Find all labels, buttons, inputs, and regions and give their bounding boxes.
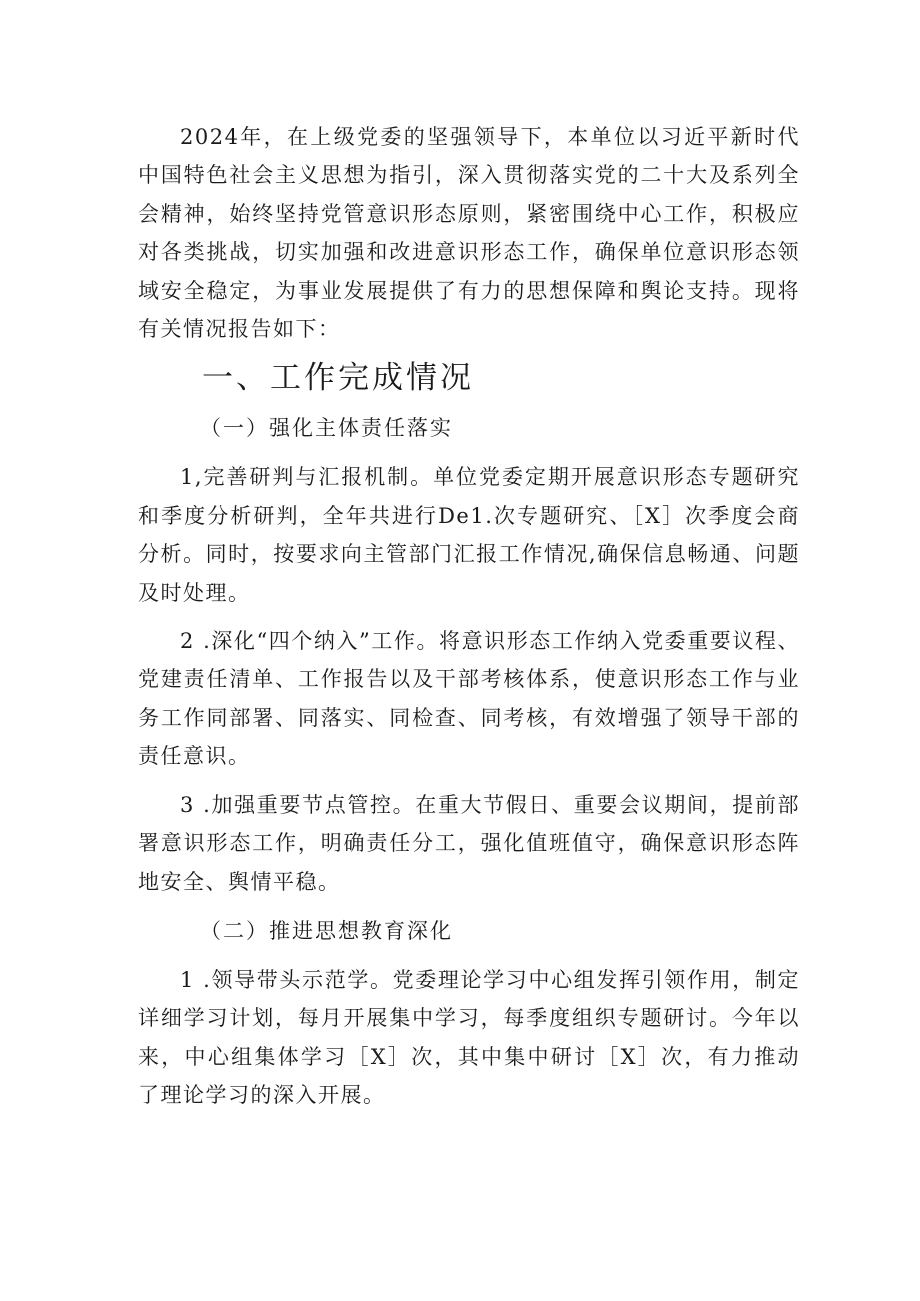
- list-item-key-node-control: 3 .加强重要节点管控。在重大节假日、重要会议期间，提前部署意识形态工作，明确责任分工，强化值班值守，确保意识形态阵地安全、舆情平稳。: [138, 792, 800, 894]
- list-item-leadership-study: 1 .领导带头示范学。党委理论学习中心组发挥引领作用，制定详细学习计划，每月开展集中学习，每季度组织专题研讨。今年以来，中心组集体学习［X］次，其中集中研讨［X］次，有力推动了理论学习的深入开展。: [138, 967, 800, 1108]
- section-heading-work-completion: 一、工作完成情况: [202, 360, 474, 397]
- document-body: [138, 118, 800, 1125]
- list-item-four-inclusions: 2 .深化“四个纳入”工作。将意识形态工作纳入党委重要议程、党建责任清单、工作报告以及干部考核体系，使意识形态工作与业务工作同部署、同落实、同检查、同考核，有效增强了领导干部的责任意识。: [138, 629, 800, 769]
- intro-paragraph: 2024年，在上级党委的坚强领导下，本单位以习近平新时代中国特色社会主义思想为指引，深入贯彻落实党的二十大及系列全会精神，始终坚持党管意识形态原则，紧密围绕中心工作，积极应对各类挑战，切实加强和改进意识形态工作，确保单位意识形态领域安全稳定，为事业发展提供了有力的思想保障和舆论支持。现将有关情况报告如下：: [138, 125, 800, 342]
- subsection-heading-education: （二）推进思想教育深化: [200, 918, 453, 943]
- subsection-heading-responsibility: （一）强化主体责任落实: [200, 416, 453, 441]
- list-item-research-mechanism: 1,完善研判与汇报机制。单位党委定期开展意识形态专题研究和季度分析研判，全年共进行De1.次专题研究、［X］次季度会商分析。同时，按要求向主管部门汇报工作情况,确保信息畅通、问题及时处理。: [138, 465, 800, 605]
